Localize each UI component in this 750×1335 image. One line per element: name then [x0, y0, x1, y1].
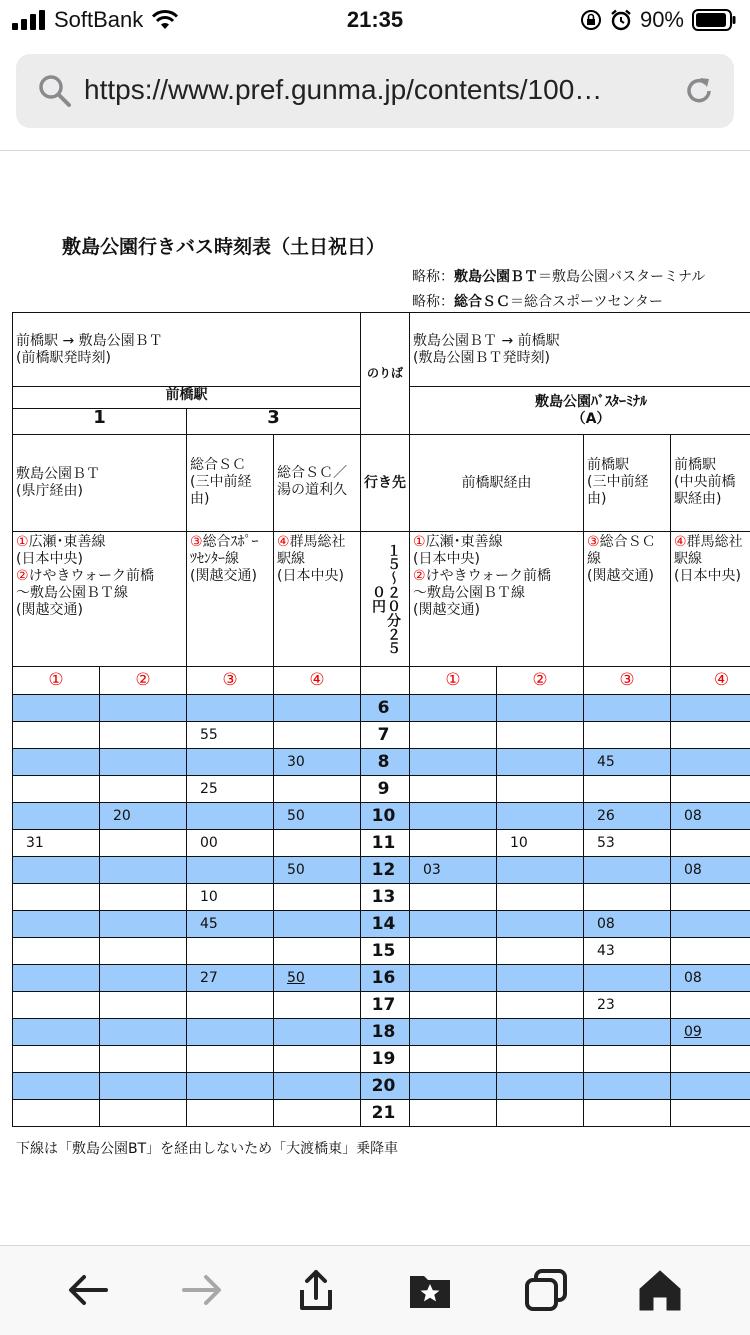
departure-l2: 20	[100, 803, 187, 830]
footnote: 下線は「敷島公園BT」を経由しないため「大渡橋東」乗降車	[16, 1138, 398, 1158]
departure-r4	[671, 1073, 750, 1100]
hour-label: 14	[361, 911, 410, 938]
departure-l3	[187, 938, 274, 965]
departure-l3: 00	[187, 830, 274, 857]
departure-r3	[584, 722, 671, 749]
hour-label: 13	[361, 884, 410, 911]
right-dest-3: 前橋駅 (三中前経 由)	[584, 435, 671, 532]
table-row	[13, 884, 750, 911]
departure-l3: 25	[187, 776, 274, 803]
hour-label: 20	[361, 1073, 410, 1100]
timetable	[12, 312, 750, 1127]
departure-r2	[497, 695, 584, 722]
table-row	[13, 992, 750, 1019]
col-mark-r2: ②	[497, 667, 584, 695]
departure-r3: 26	[584, 803, 671, 830]
departure-l4	[274, 884, 361, 911]
departure-r4	[671, 1046, 750, 1073]
departure-l4	[274, 911, 361, 938]
departure-r3	[584, 695, 671, 722]
departure-l3	[187, 1100, 274, 1127]
departure-l2	[100, 722, 187, 749]
table-row	[13, 803, 750, 830]
clock: 21:35	[0, 7, 750, 33]
departure-l4	[274, 776, 361, 803]
departure-r2	[497, 749, 584, 776]
departure-l4	[274, 722, 361, 749]
col-mark-l2: ②	[100, 667, 187, 695]
departure-r1	[410, 911, 497, 938]
hour-label: 21	[361, 1100, 410, 1127]
departure-l1	[13, 722, 100, 749]
departure-l2	[100, 911, 187, 938]
table-row	[13, 722, 750, 749]
fare-cell	[361, 532, 410, 667]
route-row	[13, 313, 750, 387]
departure-l1	[13, 1046, 100, 1073]
departure-l1: 31	[13, 830, 100, 857]
departure-l1	[13, 749, 100, 776]
table-row	[13, 1019, 750, 1046]
table-row	[13, 695, 750, 722]
departure-l3	[187, 749, 274, 776]
departure-r1	[410, 1073, 497, 1100]
departure-l2	[100, 992, 187, 1019]
departure-l3: 45	[187, 911, 274, 938]
departure-r2	[497, 992, 584, 1019]
right-line-4: ④群馬総社 駅線 (日本中央)	[671, 532, 750, 667]
departure-r4	[671, 1100, 750, 1127]
platform-3: 3	[187, 409, 361, 435]
departure-l2	[100, 1073, 187, 1100]
line-row	[13, 532, 750, 667]
battery-icon	[692, 9, 736, 31]
departure-l1	[13, 857, 100, 884]
departure-r1	[410, 722, 497, 749]
departure-r4	[671, 749, 750, 776]
dest-label: 行き先	[361, 435, 410, 532]
departure-r2	[497, 965, 584, 992]
hour-label: 8	[361, 749, 410, 776]
departure-l3	[187, 1046, 274, 1073]
departure-r3	[584, 965, 671, 992]
departure-r4	[671, 722, 750, 749]
departure-l1	[13, 776, 100, 803]
departure-l2	[100, 884, 187, 911]
departure-r2	[497, 722, 584, 749]
departure-r4	[671, 776, 750, 803]
table-row	[13, 749, 750, 776]
departure-l1	[13, 695, 100, 722]
left-dest-3a: 総合ＳＣ (三中前経 由)	[187, 435, 274, 532]
departure-r1	[410, 884, 497, 911]
departure-l3	[187, 1019, 274, 1046]
departure-l1	[13, 884, 100, 911]
departure-r3: 08	[584, 911, 671, 938]
departure-r2	[497, 884, 584, 911]
departure-r3	[584, 776, 671, 803]
hour-label: 17	[361, 992, 410, 1019]
hour-label: 6	[361, 695, 410, 722]
departure-l3	[187, 1073, 274, 1100]
departure-l3: 27	[187, 965, 274, 992]
forward-icon	[180, 1268, 224, 1312]
back-icon	[66, 1268, 110, 1312]
departure-r1: 03	[410, 857, 497, 884]
departure-r1	[410, 1019, 497, 1046]
departure-l2	[100, 1100, 187, 1127]
noriba-cell: のりば	[361, 313, 410, 435]
table-row	[13, 1100, 750, 1127]
departure-l4: 50	[274, 965, 361, 992]
departure-l2	[100, 695, 187, 722]
departure-r4	[671, 938, 750, 965]
forward-button[interactable]	[180, 1268, 224, 1312]
departure-r1	[410, 695, 497, 722]
col-mark-l4: ④	[274, 667, 361, 695]
departure-r4: 08	[671, 857, 750, 884]
departure-l1	[13, 992, 100, 1019]
table-row	[13, 1073, 750, 1100]
abbreviation-2: 略称：総合ＳＣ＝総合スポーツセンター	[412, 291, 663, 311]
right-dest-4: 前橋駅 (中央前橋 駅経由)	[671, 435, 750, 532]
departure-l3: 55	[187, 722, 274, 749]
table-row	[13, 776, 750, 803]
left-line-3: ③総合ｽﾎﾟｰ ﾂｾﾝﾀｰ線 (関越交通)	[187, 532, 274, 667]
departure-r2: 10	[497, 830, 584, 857]
hour-label: 18	[361, 1019, 410, 1046]
col-mark-r4: ④	[671, 667, 750, 695]
share-button[interactable]	[294, 1268, 338, 1312]
departure-r1	[410, 830, 497, 857]
departure-l1	[13, 1019, 100, 1046]
departure-l4: 50	[274, 857, 361, 884]
departure-r4	[671, 911, 750, 938]
table-row	[13, 911, 750, 938]
departure-r1	[410, 749, 497, 776]
col-mark-r1: ①	[410, 667, 497, 695]
col-mark-l3: ③	[187, 667, 274, 695]
departure-l4: 50	[274, 803, 361, 830]
departure-l4	[274, 695, 361, 722]
page-title: 敷島公園行きバス時刻表（土日祝日）	[62, 232, 385, 259]
left-route-cell: 前橋駅 → 敷島公園ＢＴ (前橋駅発時刻)	[13, 313, 361, 387]
tabs-icon	[524, 1268, 568, 1312]
departure-l1	[13, 803, 100, 830]
left-dest-3b: 総合ＳＣ／ 湯の道利久	[274, 435, 361, 532]
departure-r1	[410, 992, 497, 1019]
hour-label: 7	[361, 722, 410, 749]
departure-l3: 10	[187, 884, 274, 911]
departure-l2	[100, 776, 187, 803]
departure-l3	[187, 992, 274, 1019]
circle-row	[13, 667, 750, 695]
departure-l1	[13, 911, 100, 938]
table-row	[13, 965, 750, 992]
fare-text: １５～２０分２５０円	[370, 539, 400, 659]
rotation-lock-icon	[580, 9, 602, 31]
departure-l4	[274, 1019, 361, 1046]
right-lines-1-2: ①広瀬･東善線 (日本中央) ②けやきウォーク前橋 ～敷島公園ＢＴ線 (関越交通)	[410, 532, 584, 667]
right-dest-1: 前橋駅経由	[410, 435, 584, 532]
departure-r4	[671, 884, 750, 911]
hour-label: 10	[361, 803, 410, 830]
departure-r1	[410, 938, 497, 965]
departure-l2	[100, 830, 187, 857]
departure-l4	[274, 1100, 361, 1127]
departure-r4: 09	[671, 1019, 750, 1046]
departure-l2	[100, 857, 187, 884]
departure-r4: 08	[671, 965, 750, 992]
departure-l4	[274, 830, 361, 857]
status-bar	[0, 0, 750, 44]
departure-l1	[13, 938, 100, 965]
departure-r4: 08	[671, 803, 750, 830]
table-row	[13, 1046, 750, 1073]
departure-r2	[497, 776, 584, 803]
departure-r2	[497, 1046, 584, 1073]
url-text[interactable]: https://www.pref.gunma.jp/contents/100…	[84, 74, 664, 106]
tabs-button[interactable]	[524, 1268, 568, 1312]
departure-l1	[13, 965, 100, 992]
right-stop-cell: 敷島公園ﾊﾞｽﾀｰﾐﾅﾙ （A）	[410, 387, 750, 435]
departure-r1	[410, 1046, 497, 1073]
hour-label: 15	[361, 938, 410, 965]
search-icon	[38, 74, 72, 108]
departure-r3	[584, 1046, 671, 1073]
carrier-name: SoftBank	[54, 7, 143, 33]
bookmarks-icon	[408, 1268, 452, 1312]
destination-row	[13, 435, 750, 532]
left-dest-1: 敷島公園ＢＴ (県庁経由)	[13, 435, 187, 532]
departure-r2	[497, 1073, 584, 1100]
departure-l4: 30	[274, 749, 361, 776]
left-lines-1-2: ①広瀬･東善線 (日本中央) ②けやきウォーク前橋 ～敷島公園ＢＴ線 (関越交通)	[13, 532, 187, 667]
left-stop-name: 前橋駅	[13, 387, 361, 409]
col-mark-l1: ①	[13, 667, 100, 695]
platform-1: 1	[13, 409, 187, 435]
departure-r3	[584, 1100, 671, 1127]
battery-percent: 90%	[640, 7, 684, 33]
departure-r2	[497, 1019, 584, 1046]
share-icon	[294, 1268, 338, 1312]
departure-r1	[410, 1100, 497, 1127]
abbreviation-1: 略称：敷島公園ＢＴ＝敷島公園バスターミナル	[412, 266, 705, 286]
departure-l2	[100, 1046, 187, 1073]
departure-r3	[584, 857, 671, 884]
address-bar[interactable]	[16, 54, 734, 128]
right-line-3: ③総合ＳＣ 線 (関越交通)	[584, 532, 671, 667]
left-line-4: ④群馬総社 駅線 (日本中央)	[274, 532, 361, 667]
departure-r2	[497, 911, 584, 938]
departure-l3	[187, 857, 274, 884]
departure-r4	[671, 830, 750, 857]
divider	[0, 150, 750, 151]
departure-r3	[584, 1073, 671, 1100]
departure-l2	[100, 938, 187, 965]
right-route-cell: 敷島公園ＢＴ → 前橋駅 (敷島公園ＢＴ発時刻)	[410, 313, 750, 387]
hour-label: 11	[361, 830, 410, 857]
departure-l2	[100, 749, 187, 776]
reload-icon[interactable]	[682, 74, 716, 108]
departure-l4	[274, 992, 361, 1019]
hour-rows	[13, 695, 750, 1127]
departure-r3: 53	[584, 830, 671, 857]
departure-r1	[410, 803, 497, 830]
departure-l3	[187, 803, 274, 830]
departure-r3: 45	[584, 749, 671, 776]
departure-l3	[187, 695, 274, 722]
hour-label: 19	[361, 1046, 410, 1073]
departure-r3	[584, 1019, 671, 1046]
departure-l2	[100, 1019, 187, 1046]
table-row	[13, 857, 750, 884]
departure-l4	[274, 938, 361, 965]
departure-l1	[13, 1100, 100, 1127]
departure-l2	[100, 965, 187, 992]
table-row	[13, 938, 750, 965]
home-button[interactable]	[638, 1268, 682, 1312]
browser-toolbar	[0, 1245, 750, 1335]
col-mark-r3: ③	[584, 667, 671, 695]
departure-r2	[497, 803, 584, 830]
departure-r4	[671, 695, 750, 722]
back-button[interactable]	[66, 1268, 110, 1312]
home-icon	[638, 1268, 682, 1312]
departure-r3: 43	[584, 938, 671, 965]
bookmarks-button[interactable]	[408, 1268, 452, 1312]
departure-r1	[410, 965, 497, 992]
departure-l1	[13, 1073, 100, 1100]
hour-label: 12	[361, 857, 410, 884]
hour-label: 16	[361, 965, 410, 992]
departure-r2	[497, 857, 584, 884]
departure-r1	[410, 776, 497, 803]
departure-r3	[584, 884, 671, 911]
hour-label: 9	[361, 776, 410, 803]
departure-l4	[274, 1073, 361, 1100]
alarm-icon	[610, 9, 632, 31]
table-row	[13, 830, 750, 857]
departure-r3: 23	[584, 992, 671, 1019]
departure-l4	[274, 1046, 361, 1073]
departure-r2	[497, 1100, 584, 1127]
departure-r4	[671, 992, 750, 1019]
departure-r2	[497, 938, 584, 965]
